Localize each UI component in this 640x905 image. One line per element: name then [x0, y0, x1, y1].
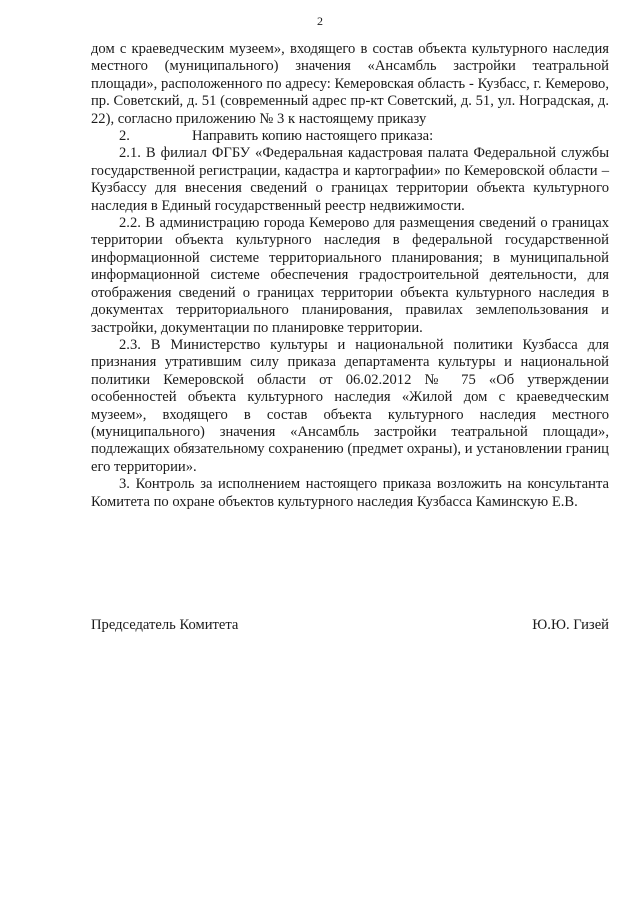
page-number: 2 — [317, 14, 323, 28]
item-text: Направить копию настоящего приказа: — [192, 128, 434, 145]
paragraph-item-3: 3. Контроль за исполнением настоящего приказа возложить на консультанта Комитета по охране объектов культурного наследия Кузбасса Каминскую Е.В. — [91, 476, 609, 510]
signatory-position: Председатель Комитета — [91, 617, 239, 633]
item-number: 2. — [119, 128, 130, 145]
paragraph-item-2-3: 2.3. В Министерство культуры и национальной политики Кузбасса для признания утратившим силу приказа департамента культуры и национальной политики Кемеровской области от 06.02.2012 № 75 «Об утверждении особенностей объекта культурного наследия «Жилой дом с краеведческим музеем», входящего в состав объекта культурного наследия местного (муниципального) значения «Ансамбль застройки театральной площади», подлежащих обязательному сохранению (предмет охраны), и установлении границ его территории». — [91, 336, 609, 475]
signature-block — [91, 617, 609, 634]
paragraph-item-2 — [91, 128, 609, 145]
paragraph-continuation: дом с краеведческим музеем», входящего в состав объекта культурного наследия местного (муниципального) значения «Ансамбль застройки театральной площади», расположенного по адресу: Кемеровская область - Кузбасс, г. Кемерово, пр. Советский, д. 51 (современный адрес пр-кт Советский, д. 51, ул. Ноградская, д. 22), согласно приложению № 3 к настоящему приказу — [91, 41, 609, 127]
signatory-name: Ю.Ю. Гизей — [532, 617, 609, 633]
document-body — [91, 41, 609, 511]
paragraph-item-2-1: 2.1. В филиал ФГБУ «Федеральная кадастровая палата Федеральной службы государственной регистрации, кадастра и картографии» по Кемеровской области – Кузбассу для внесения сведений о границах территории объекта культурного наследия в Единый государственный реестр недвижимости. — [91, 145, 609, 214]
paragraph-item-2-2: 2.2. В администрацию города Кемерово для размещения сведений о границах территории объекта культурного наследия в федеральной государственной информационной системе территориального планирования; в муниципальной информационной системе обеспечения градостроительной деятельности, для отображения сведений о границах территории объекта культурного наследия в документах территориального планирования, правилах землепользования и застройки, документации по планировке территории. — [91, 215, 609, 336]
